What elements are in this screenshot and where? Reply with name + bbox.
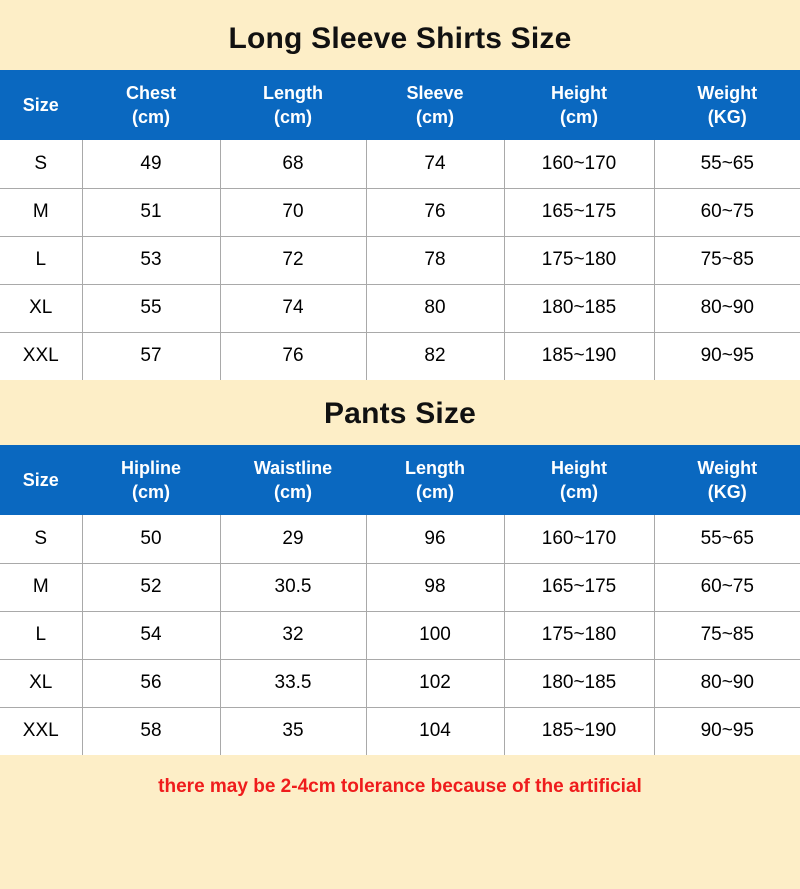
table-header-row	[0, 445, 800, 515]
cell-size: M	[0, 563, 82, 611]
cell-size: XXL	[0, 332, 82, 380]
column-header-label: Height	[551, 82, 607, 103]
cell-weight: 75~85	[654, 611, 800, 659]
tolerance-footnote: there may be 2-4cm tolerance because of the artificial	[158, 776, 642, 797]
cell-weight: 60~75	[654, 563, 800, 611]
cell-hipline: 50	[82, 515, 220, 563]
cell-weight: 90~95	[654, 707, 800, 755]
cell-sleeve: 82	[366, 332, 504, 380]
column-header-unit: (cm)	[415, 107, 454, 127]
cell-waistline: 33.5	[220, 659, 366, 707]
table-row	[0, 188, 800, 236]
column-header-label: Sleeve	[406, 82, 464, 103]
column-header-label: Size	[22, 94, 59, 115]
cell-length: 102	[366, 659, 504, 707]
cell-sleeve: 80	[366, 284, 504, 332]
column-header-weight	[654, 70, 800, 140]
cell-weight: 80~90	[654, 284, 800, 332]
cell-length: 96	[366, 515, 504, 563]
cell-hipline: 56	[82, 659, 220, 707]
table-row	[0, 140, 800, 188]
pants-section-title: Pants Size	[323, 397, 477, 430]
table-row	[0, 563, 800, 611]
table-row	[0, 515, 800, 563]
cell-height: 175~180	[504, 611, 654, 659]
shirts-section-title: Long Sleeve Shirts Size	[228, 22, 572, 55]
column-header-label: Weight	[697, 82, 758, 103]
cell-chest: 51	[82, 188, 220, 236]
cell-height: 175~180	[504, 236, 654, 284]
cell-waistline: 35	[220, 707, 366, 755]
column-header-height	[504, 70, 654, 140]
cell-height: 165~175	[504, 188, 654, 236]
cell-length: 70	[220, 188, 366, 236]
cell-weight: 60~75	[654, 188, 800, 236]
shirts-size-table	[0, 70, 800, 380]
table-row	[0, 284, 800, 332]
cell-length: 72	[220, 236, 366, 284]
cell-waistline: 30.5	[220, 563, 366, 611]
cell-weight: 90~95	[654, 332, 800, 380]
column-header-label: Waistline	[253, 457, 333, 478]
column-header-unit: (cm)	[131, 482, 170, 502]
column-header-unit: (KG)	[707, 107, 747, 127]
table-row	[0, 659, 800, 707]
column-header-label: Size	[22, 469, 59, 490]
pants-size-table	[0, 445, 800, 755]
table-row	[0, 611, 800, 659]
cell-length: 68	[220, 140, 366, 188]
cell-sleeve: 74	[366, 140, 504, 188]
cell-length: 100	[366, 611, 504, 659]
column-header-chest	[82, 70, 220, 140]
cell-height: 185~190	[504, 332, 654, 380]
column-header-height	[504, 445, 654, 515]
column-header-label: Chest	[125, 82, 176, 103]
cell-hipline: 54	[82, 611, 220, 659]
column-header-label: Length	[263, 82, 323, 103]
cell-length: 76	[220, 332, 366, 380]
cell-size: L	[0, 611, 82, 659]
bottom-spacer	[0, 798, 800, 889]
column-header-unit: (cm)	[415, 482, 454, 502]
cell-length: 74	[220, 284, 366, 332]
cell-height: 165~175	[504, 563, 654, 611]
column-header-weight	[654, 445, 800, 515]
cell-height: 160~170	[504, 140, 654, 188]
cell-size: L	[0, 236, 82, 284]
column-header-label: Length	[405, 457, 465, 478]
column-header-unit: (cm)	[131, 107, 170, 127]
cell-weight: 55~65	[654, 140, 800, 188]
cell-waistline: 32	[220, 611, 366, 659]
cell-size: S	[0, 140, 82, 188]
cell-height: 180~185	[504, 284, 654, 332]
cell-length: 104	[366, 707, 504, 755]
cell-waistline: 29	[220, 515, 366, 563]
cell-sleeve: 76	[366, 188, 504, 236]
cell-height: 185~190	[504, 707, 654, 755]
cell-size: XL	[0, 284, 82, 332]
column-header-waistline	[220, 445, 366, 515]
cell-chest: 55	[82, 284, 220, 332]
column-header-unit: (cm)	[559, 482, 598, 502]
column-header-size	[0, 70, 82, 140]
column-header-size	[0, 445, 82, 515]
cell-weight: 55~65	[654, 515, 800, 563]
cell-length: 98	[366, 563, 504, 611]
column-header-unit: (cm)	[273, 482, 312, 502]
cell-sleeve: 78	[366, 236, 504, 284]
column-header-unit: (KG)	[707, 482, 747, 502]
column-header-length	[366, 445, 504, 515]
table-header-row	[0, 70, 800, 140]
cell-chest: 49	[82, 140, 220, 188]
table-row	[0, 332, 800, 380]
cell-size: XXL	[0, 707, 82, 755]
column-header-unit: (cm)	[273, 107, 312, 127]
column-header-label: Height	[551, 457, 607, 478]
cell-height: 180~185	[504, 659, 654, 707]
cell-chest: 57	[82, 332, 220, 380]
cell-size: M	[0, 188, 82, 236]
table-row	[0, 236, 800, 284]
cell-weight: 80~90	[654, 659, 800, 707]
column-header-hipline	[82, 445, 220, 515]
cell-size: XL	[0, 659, 82, 707]
column-header-unit: (cm)	[559, 107, 598, 127]
cell-height: 160~170	[504, 515, 654, 563]
column-header-sleeve	[366, 70, 504, 140]
cell-hipline: 52	[82, 563, 220, 611]
column-header-label: Weight	[697, 457, 758, 478]
column-header-length	[220, 70, 366, 140]
cell-size: S	[0, 515, 82, 563]
column-header-label: Hipline	[120, 457, 181, 478]
cell-hipline: 58	[82, 707, 220, 755]
cell-weight: 75~85	[654, 236, 800, 284]
table-row	[0, 707, 800, 755]
cell-chest: 53	[82, 236, 220, 284]
